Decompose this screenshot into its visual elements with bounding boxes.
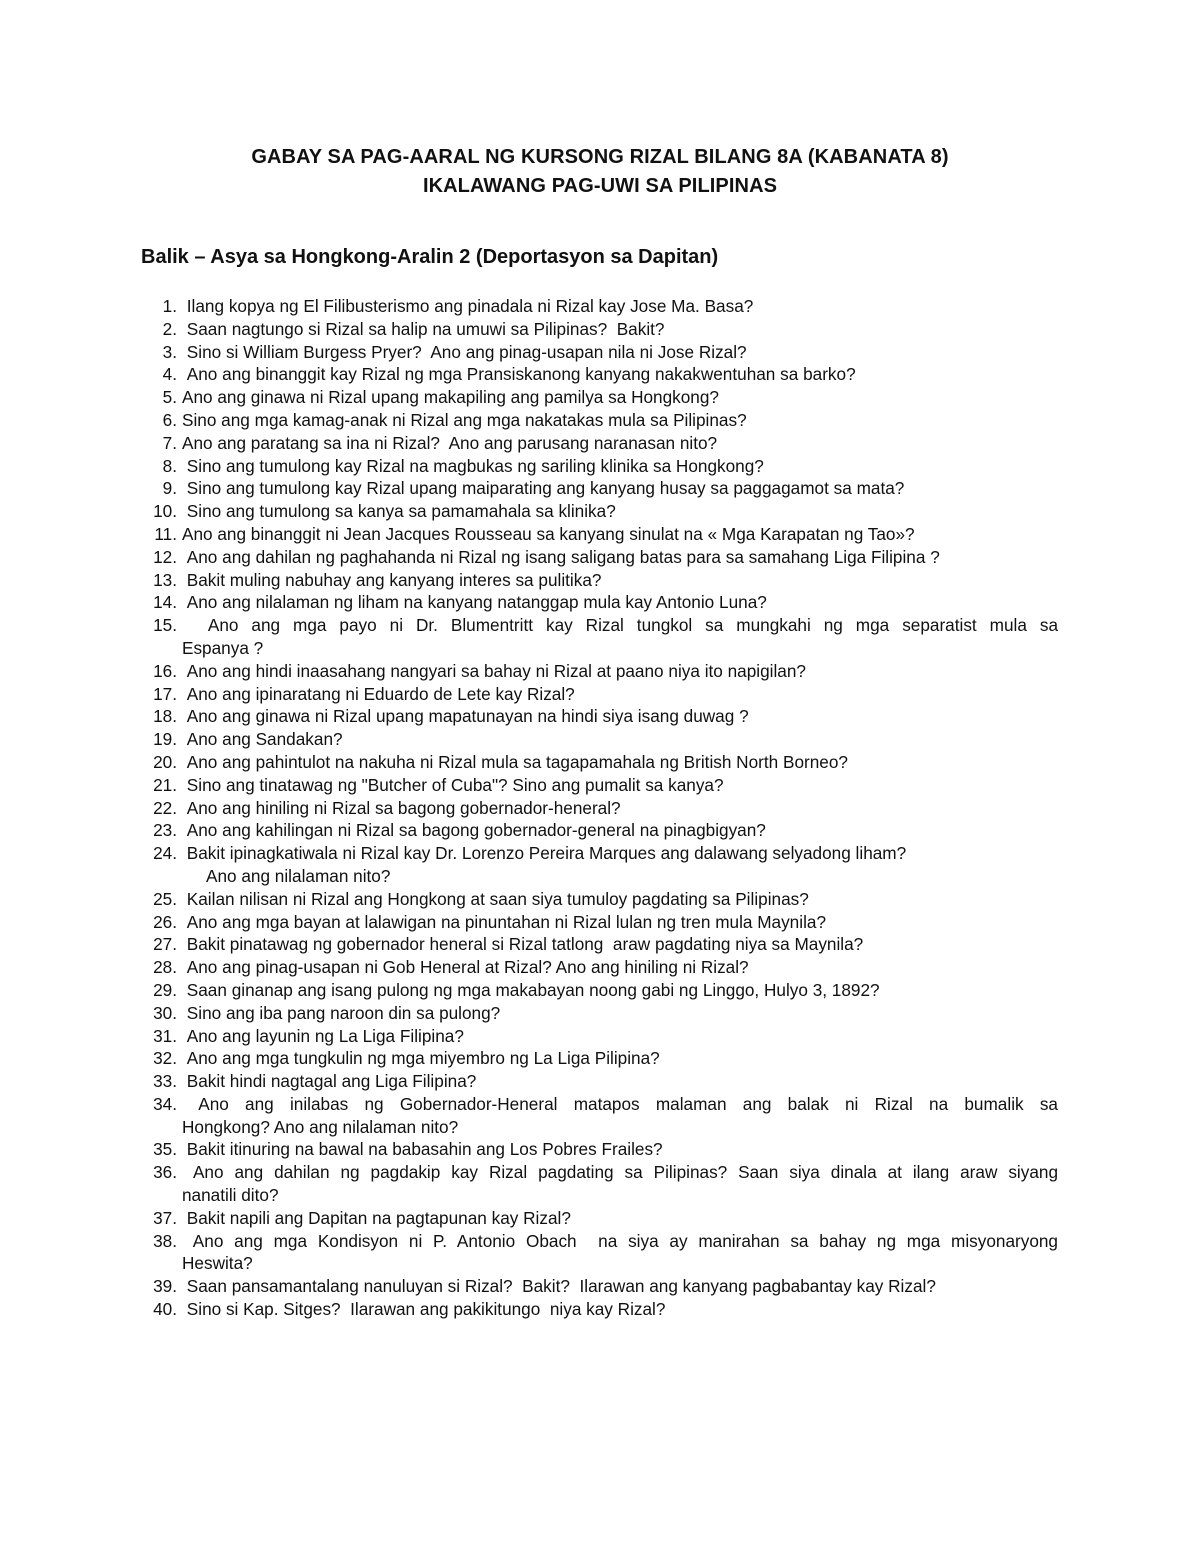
document-title-line-1: GABAY SA PAG-AARAL NG KURSONG RIZAL BILANG 8A (KABANATA 8): [251, 146, 949, 168]
question-number: 39.: [153, 1276, 177, 1297]
question-number: 24.: [153, 843, 177, 864]
question-item: [140, 523, 1058, 546]
question-item: [140, 432, 1058, 455]
question-number: 9.: [162, 478, 177, 499]
question-item: [140, 933, 1058, 956]
question-text: Ilang kopya ng El Filibusterismo ang pinadala ni Rizal kay Jose Ma. Basa?: [182, 296, 754, 316]
question-text: Ano ang hindi inaasahang nangyari sa bahay ni Rizal at paano niya ito napigilan?: [182, 660, 806, 681]
question-item: [140, 956, 1058, 979]
question-text: Ano ang mga bayan at lalawigan na pinuntahan ni Rizal lulan ng tren mula Maynila?: [182, 911, 827, 932]
question-text: Ano ang dahilan ng pagdakip kay Rizal pagdating sa Pilipinas? Saan siya dinala at ilang araw siyang: [182, 1162, 1059, 1183]
question-item: [140, 546, 1058, 569]
question-item: [140, 1047, 1058, 1070]
question-item: [140, 774, 1058, 797]
question-item: [140, 363, 1058, 386]
question-number: 7.: [162, 432, 177, 453]
question-number: 31.: [153, 1025, 177, 1046]
question-item: [140, 911, 1058, 934]
question-text: Ano ang ipinaratang ni Eduardo de Lete kay Rizal?: [182, 683, 575, 704]
question-number: 21.: [153, 774, 177, 795]
question-text: Saan ginanap ang isang pulong ng mga makabayan noong gabi ng Linggo, Hulyo 3, 1892?: [182, 979, 880, 1000]
question-number: 1.: [162, 296, 177, 316]
question-number: 34.: [153, 1093, 177, 1114]
question-text: Ano ang ginawa ni Rizal upang makapiling ang pamilya sa Hongkong?: [182, 387, 719, 408]
question-number: 16.: [153, 660, 177, 681]
question-number: 32.: [153, 1048, 177, 1069]
question-item: [140, 500, 1058, 523]
question-text: Bakit hindi nagtagal ang Liga Filipina?: [182, 1071, 477, 1092]
question-text-wrapper: [182, 1161, 1058, 1207]
question-text: Ano ang dahilan ng paghahanda ni Rizal ng isang saligang batas para sa samahang Liga Filipina ?: [182, 546, 940, 567]
question-number: 14.: [153, 592, 177, 613]
question-number: 40.: [153, 1299, 177, 1320]
question-item: [140, 1093, 1058, 1139]
question-number: 20.: [153, 751, 177, 772]
question-text: Kailan nilisan ni Rizal ang Hongkong at saan siya tumuloy pagdating sa Pilipinas?: [182, 888, 809, 909]
question-text: Saan nagtungo si Rizal sa halip na umuwi sa Pilipinas? Bakit?: [182, 318, 665, 339]
question-number: 5.: [162, 387, 177, 408]
question-text: Sino ang mga kamag-anak ni Rizal ang mga nakatakas mula sa Pilipinas?: [182, 409, 747, 430]
question-item: [140, 386, 1058, 409]
question-text: Sino ang tumulong kay Rizal upang maiparating ang kanyang husay sa paggagamot sa mata?: [182, 478, 905, 499]
question-number: 12.: [153, 546, 177, 567]
question-text: Bakit pinatawag ng gobernador heneral si Rizal tatlong araw pagdating niya sa Maynila?: [182, 934, 864, 955]
question-text: Ano ang mga payo ni Dr. Blumentritt kay Rizal tungkol sa mungkahi ng mga separatist mula sa: [182, 615, 1059, 636]
question-item: [140, 591, 1058, 614]
question-item: [140, 295, 1058, 318]
question-item: [140, 797, 1058, 820]
question-text: Ano ang mga tungkulin ng mga miyembro ng La Liga Pilipina?: [182, 1048, 660, 1069]
question-text: Ano ang pahintulot na nakuha ni Rizal mula sa tagapamahala ng British North Borneo?: [182, 751, 848, 772]
question-text: Bakit napili ang Dapitan na pagtapunan kay Rizal?: [182, 1207, 571, 1228]
question-number: 38.: [153, 1230, 177, 1251]
question-number: 23.: [153, 820, 177, 841]
question-item: [140, 409, 1058, 432]
question-text: Ano ang Sandakan?: [182, 729, 343, 750]
question-item: [140, 728, 1058, 751]
title-block: [0, 143, 1200, 201]
question-number: 35.: [153, 1139, 177, 1160]
question-number: 30.: [153, 1002, 177, 1023]
document-title-line-2: IKALAWANG PAG-UWI SA PILIPINAS: [422, 175, 778, 197]
question-item: [140, 705, 1058, 728]
question-item: [140, 1207, 1058, 1230]
question-text: Sino ang tumulong kay Rizal na magbukas ng sariling klinika sa Hongkong?: [182, 455, 764, 476]
question-text: Sino ang tumulong sa kanya sa pamamahala sa klinika?: [182, 501, 616, 522]
question-text-continuation: Ano ang nilalaman nito?: [206, 865, 391, 886]
question-number: 26.: [153, 911, 177, 932]
question-item: [140, 1161, 1058, 1207]
question-text: Bakit muling nabuhay ang kanyang interes sa pulitika?: [182, 569, 602, 590]
question-text: Ano ang ginawa ni Rizal upang mapatunayan na hindi siya isang duwag ?: [182, 706, 749, 727]
question-text: Bakit ipinagkatiwala ni Rizal kay Dr. Lorenzo Pereira Marques ang dalawang selyadong liham?: [182, 843, 907, 864]
section-heading: Balik – Asya sa Hongkong-Aralin 2 (Deportasyon sa Dapitan): [141, 246, 719, 268]
question-number: 29.: [153, 979, 177, 1000]
question-item: [140, 683, 1058, 706]
question-item: [140, 888, 1058, 911]
question-number: 11.: [154, 523, 177, 544]
question-item: [140, 341, 1058, 364]
question-item: [140, 1025, 1058, 1048]
question-number: 27.: [153, 934, 177, 955]
question-number: 22.: [153, 797, 177, 818]
question-item: [140, 1002, 1058, 1025]
question-number: 6.: [162, 409, 177, 430]
question-number: 2.: [162, 318, 177, 339]
question-number: 19.: [153, 729, 177, 750]
question-text: Sino ang tinatawag ng "Butcher of Cuba"? Sino ang pumalit sa kanya?: [182, 774, 724, 795]
question-text: Ano ang hiniling ni Rizal sa bagong gobernador-heneral?: [182, 797, 621, 818]
question-number: 10.: [153, 501, 177, 522]
question-number: 13.: [153, 569, 177, 590]
question-item: [140, 751, 1058, 774]
question-number: 28.: [153, 957, 177, 978]
question-text: Saan pansamantalang nanuluyan si Rizal? Bakit? Ilarawan ang kanyang pagbabantay kay Rizal?: [182, 1276, 936, 1297]
question-text-continuation: Heswita?: [182, 1253, 253, 1274]
question-text: Ano ang pinag-usapan ni Gob Heneral at Rizal? Ano ang hiniling ni Rizal?: [182, 957, 749, 978]
question-item: [140, 455, 1058, 478]
question-text: Sino si William Burgess Pryer? Ano ang pinag-usapan nila ni Jose Rizal?: [182, 341, 747, 362]
question-number: 3.: [162, 341, 177, 362]
question-number: 37.: [153, 1207, 177, 1228]
question-item: [140, 1230, 1058, 1276]
question-number: 25.: [153, 888, 177, 909]
question-number: 17.: [153, 683, 177, 704]
question-text-wrapper: [182, 614, 1058, 660]
question-text: Sino si Kap. Sitges? Ilarawan ang pakikitungo niya kay Rizal?: [182, 1299, 666, 1320]
question-text: Ano ang inilabas ng Gobernador-Heneral matapos malaman ang balak ni Rizal na bumalik sa: [182, 1093, 1058, 1114]
question-item: [140, 1298, 1058, 1321]
question-text-continuation: nanatili dito?: [182, 1185, 279, 1206]
question-item: [140, 660, 1058, 683]
question-text-continuation: Espanya ?: [182, 637, 264, 658]
question-number: 15.: [153, 615, 177, 636]
question-text: Ano ang nilalaman ng liham na kanyang natanggap mula kay Antonio Luna?: [182, 592, 767, 613]
question-item: [140, 477, 1058, 500]
question-number: 4.: [162, 364, 177, 385]
question-text: Ano ang layunin ng La Liga Filipina?: [182, 1025, 464, 1046]
question-text-continuation: Hongkong? Ano ang nilalaman nito?: [182, 1116, 459, 1137]
question-number: 33.: [153, 1071, 177, 1092]
question-item: [140, 1070, 1058, 1093]
question-number: 36.: [153, 1162, 177, 1183]
question-item: [140, 819, 1058, 842]
question-number: 18.: [153, 706, 177, 727]
question-text: Sino ang iba pang naroon din sa pulong?: [182, 1002, 501, 1023]
question-text: Ano ang binanggit ni Jean Jacques Rousseau sa kanyang sinulat na « Mga Karapatan ng Tao»?: [182, 523, 915, 544]
question-item: [140, 1275, 1058, 1298]
question-text: Bakit itinuring na bawal na babasahin ang Los Pobres Frailes?: [182, 1139, 663, 1160]
question-text: Ano ang kahilingan ni Rizal sa bagong gobernador-general na pinagbigyan?: [182, 820, 766, 841]
question-item: [140, 614, 1058, 660]
question-text: Ano ang binanggit kay Rizal ng mga Pransiskanong kanyang nakakwentuhan sa barko?: [182, 364, 856, 385]
question-text: Ano ang paratang sa ina ni Rizal? Ano ang parusang naranasan nito?: [182, 432, 718, 453]
question-item: [140, 842, 1058, 888]
question-text: Ano ang mga Kondisyon ni P. Antonio Obach na siya ay manirahan sa bahay ng mga misyonaryong: [182, 1230, 1058, 1251]
question-text-wrapper: [182, 842, 1058, 888]
question-text-wrapper: [182, 1230, 1058, 1276]
question-item: [140, 979, 1058, 1002]
question-item: [140, 1138, 1058, 1161]
question-item: [140, 569, 1058, 592]
question-text-wrapper: [182, 1093, 1058, 1139]
question-number: 8.: [162, 455, 177, 476]
question-item: [140, 318, 1058, 341]
question-list: [140, 295, 1058, 1321]
